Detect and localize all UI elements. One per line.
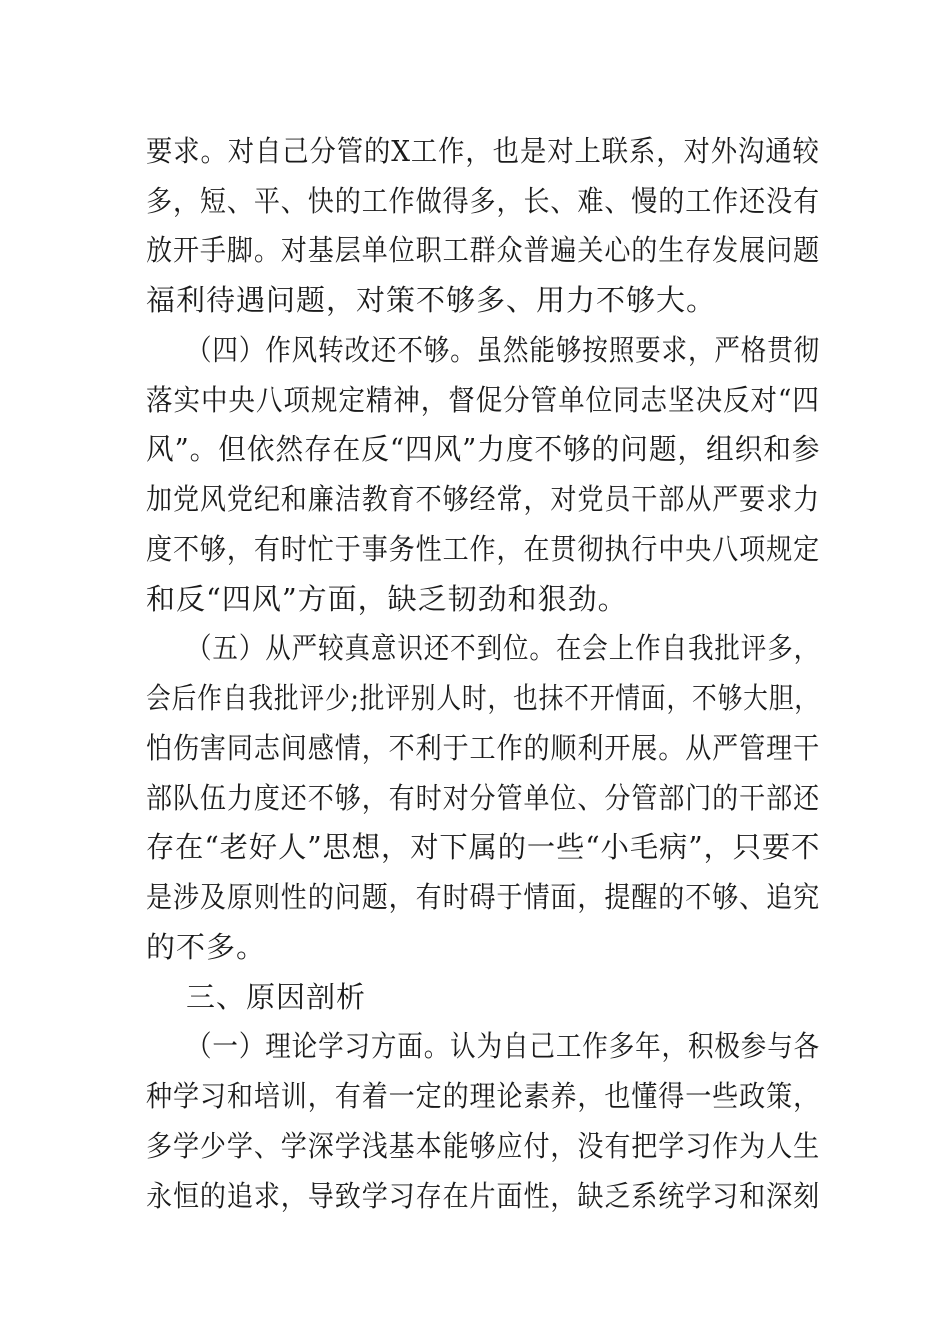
text-line: 风”。但依然存在反“四风”力度不够的问题，组织和参 [146,432,821,466]
text-line: 永恒的追求，导致学习存在片面性，缺乏系统学习和深刻 [146,1179,821,1213]
text-line: 的不多。 [146,930,267,964]
text-line: 要求。对自己分管的X工作，也是对上联系，对外沟通较 [146,134,820,168]
text-line: 落实中央八项规定精神，督促分管单位同志坚决反对“四 [146,383,820,417]
section-heading: 三、原因剖析 [186,980,367,1014]
paragraph-start-line: （四）作风转改还不够。虽然能够按照要求，严格贯彻 [186,333,821,367]
text-line: 放开手脚。对基层单位职工群众普遍关心的生存发展问题 [146,233,821,267]
text-line: 度不够，有时忙于事务性工作，在贯彻执行中央八项规定 [146,532,821,566]
text-line: 多，短、平、快的工作做得多，长、难、慢的工作还没有 [146,184,821,218]
text-line: 存在“老好人”思想，对下属的一些“小毛病”，只要不 [146,830,821,864]
text-line: 种学习和培训，有着一定的理论素养，也懂得一些政策， [146,1079,821,1113]
text-line: 多学少学、学深学浅基本能够应付，没有把学习作为人生 [146,1129,821,1163]
text-line: 部队伍力度还不够，有时对分管单位、分管部门的干部还 [146,781,821,815]
text-line: 是涉及原则性的问题，有时碍于情面，提醒的不够、追究 [146,880,821,914]
text-line: 和反“四风”方面，缺乏韧劲和狠劲。 [146,582,628,616]
text-line: 加党风党纪和廉洁教育不够经常，对党员干部从严要求力 [146,482,821,516]
text-line: 怕伤害同志间感情，不利于工作的顺利开展。从严管理干 [146,731,821,765]
text-line: 会后作自我批评少;批评别人时，也抹不开情面，不够大胆， [146,681,820,715]
paragraph-start-line: （五）从严较真意识还不到位。在会上作自我批评多， [186,631,821,665]
paragraph-start-line: （一）理论学习方面。认为自己工作多年，积极参与各 [186,1029,821,1063]
text-line: 福利待遇问题，对策不够多、用力不够大。 [146,283,717,317]
